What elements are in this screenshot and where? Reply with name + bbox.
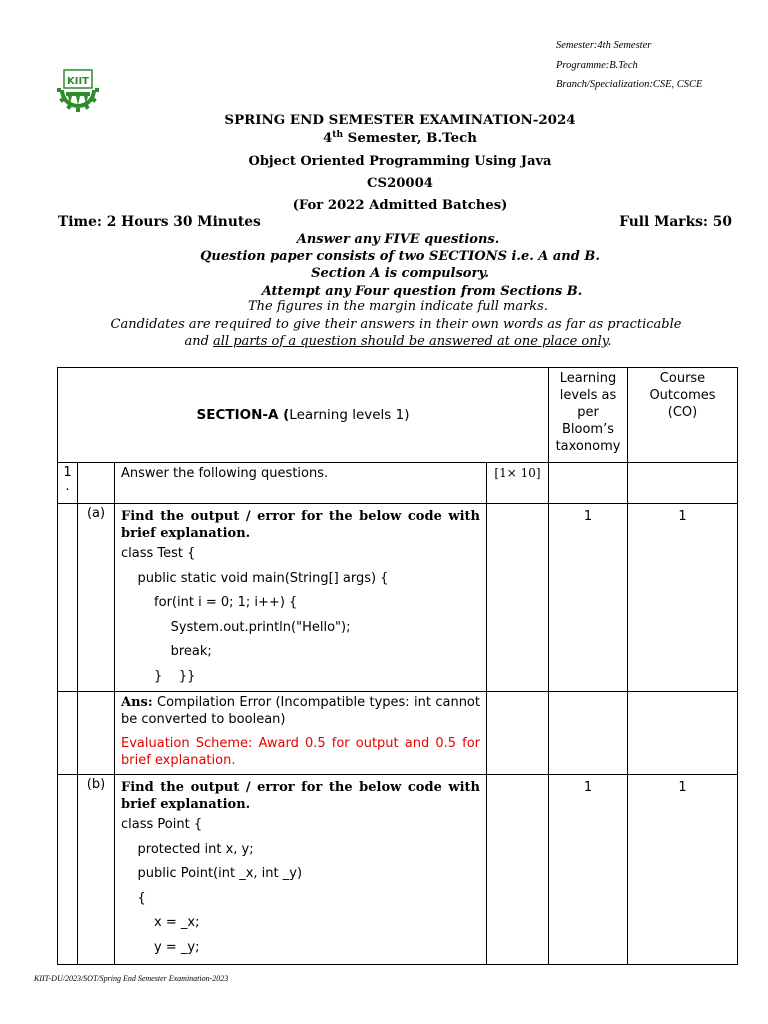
answer-a-marks [487, 692, 549, 775]
question-b-code-line: public Point(int _x, int _y) [121, 866, 303, 881]
section-title-normal: Learning levels 1) [289, 407, 410, 423]
bloom-header [549, 368, 628, 463]
question-a-code-line: break; [121, 644, 212, 659]
instruction-4: Attempt any Four question from Sections B. [261, 284, 583, 299]
question-b-code-line: class Point { [121, 817, 203, 832]
answer-a-bloom [549, 692, 628, 775]
question-a-code-line: public static void main(String[] args) { [121, 570, 389, 586]
q1-no: 1 [63, 465, 72, 480]
subject-code: CS20004 [367, 176, 433, 191]
question-b-prompt: Find the output / error for the below code with brief explanation. [121, 780, 480, 812]
meta-semester: Semester:4th Semester [556, 40, 652, 51]
bloom-header-1: Learning [559, 371, 617, 386]
semester-line [16, 130, 768, 146]
question-b-marks [487, 775, 549, 965]
semester-num: 4 [322, 130, 333, 146]
bloom-header-5: taxonomy [555, 439, 621, 454]
question-b-code-line: y = _y; [121, 939, 200, 955]
instruction-3: Section A is compulsory. [311, 266, 489, 281]
section-title [58, 368, 549, 463]
q1-dot: . [65, 479, 70, 494]
semester-rest: Semester, B.Tech [343, 130, 478, 146]
meta-programme: Programme:B.Tech [556, 59, 638, 71]
question-a-marks [487, 504, 549, 692]
question-a-label: (a) [78, 504, 115, 692]
question-b-blank [58, 775, 78, 965]
exam-meta [556, 36, 702, 95]
time-marks-row [58, 214, 732, 230]
answer-a-blank-2 [78, 692, 115, 775]
question-a-code-line: System.out.println("Hello"); [121, 619, 351, 635]
bloom-header-3: per [577, 405, 599, 420]
subject-name: Object Oriented Programming Using Java [248, 154, 552, 169]
question-1-marks: [1× 10] [487, 463, 549, 504]
question-b-code [121, 813, 480, 960]
answer-a-row [58, 692, 738, 775]
question-1-row [58, 463, 738, 504]
instruction-2: Question paper consists of two SECTIONS i.e. A and B. [200, 249, 600, 264]
question-a-code [121, 542, 480, 689]
answer-a-co [628, 692, 738, 775]
instruction-7 [14, 334, 768, 349]
batch-line: (For 2022 Admitted Batches) [292, 198, 508, 213]
full-marks: Full Marks: 50 [619, 214, 732, 230]
question-b-co: 1 [628, 775, 738, 965]
question-b-code-line: protected int x, y; [121, 841, 254, 857]
section-header-row [58, 368, 738, 463]
question-b-label: (b) [78, 775, 115, 965]
question-b-bloom: 1 [549, 775, 628, 965]
logo-text: KIIT [66, 76, 90, 87]
question-1-bloom [549, 463, 628, 504]
bloom-header-2: levels as [559, 388, 617, 403]
instruction-7-underlined: all parts of a question should be answered at one place only [213, 334, 608, 349]
question-a-code-line: } }} [121, 668, 196, 684]
question-a-prompt: Find the output / error for the below code with brief explanation. [121, 509, 480, 541]
question-1-text: Answer the following questions. [115, 463, 487, 504]
question-a-code-line: class Test { [121, 546, 196, 561]
question-a-code-line: for(int i = 0; 1; i++) { [121, 595, 298, 610]
question-a-co: 1 [628, 504, 738, 692]
page-footer: KIIT-DU/2023/SOT/Spring End Semester Examination-2023 [34, 974, 229, 983]
instruction-7-post: . [607, 334, 612, 349]
answer-a-label: Ans: [121, 695, 153, 710]
exam-duration: Time: 2 Hours 30 Minutes [58, 214, 261, 230]
bloom-header-4: Bloom’s [561, 422, 614, 437]
question-b-code-line: { [121, 890, 146, 906]
co-header-2: Outcomes [649, 388, 716, 403]
question-table [57, 367, 738, 965]
question-1-blank [78, 463, 115, 504]
co-header [628, 368, 738, 463]
question-b-content [115, 775, 487, 965]
kiit-logo [54, 68, 102, 114]
co-header-3: (CO) [667, 405, 698, 420]
question-a-content [115, 504, 487, 692]
semester-sup: th [332, 130, 343, 140]
meta-branch: Branch/Specialization:CSE, CSCE [556, 79, 703, 90]
answer-a-body: Compilation Error (Incompatible types: int cannot be converted to boolean) [121, 695, 480, 727]
question-1-number [58, 463, 78, 504]
instruction-1: Answer any FIVE questions. [296, 232, 500, 247]
instruction-5: The figures in the margin indicate full marks. [247, 299, 548, 314]
question-a-blank [58, 504, 78, 692]
evaluation-scheme: Evaluation Scheme: Award 0.5 for output and 0.5 for brief explanation. [121, 736, 480, 768]
answer-a-blank-1 [58, 692, 78, 775]
answer-a-text [121, 694, 480, 728]
co-header-1: Course [659, 371, 706, 386]
exam-title: SPRING END SEMESTER EXAMINATION-2024 [224, 112, 576, 128]
question-b-row [58, 775, 738, 965]
instruction-7-pre: and [184, 334, 214, 349]
question-1-co [628, 463, 738, 504]
question-b-code-line: x = _x; [121, 915, 200, 930]
question-a-bloom: 1 [549, 504, 628, 692]
section-title-bold: SECTION-A ( [196, 407, 290, 423]
instruction-6: Candidates are required to give their answers in their own words as far as practicable [110, 317, 682, 332]
question-a-row [58, 504, 738, 692]
answer-a-content [115, 692, 487, 775]
